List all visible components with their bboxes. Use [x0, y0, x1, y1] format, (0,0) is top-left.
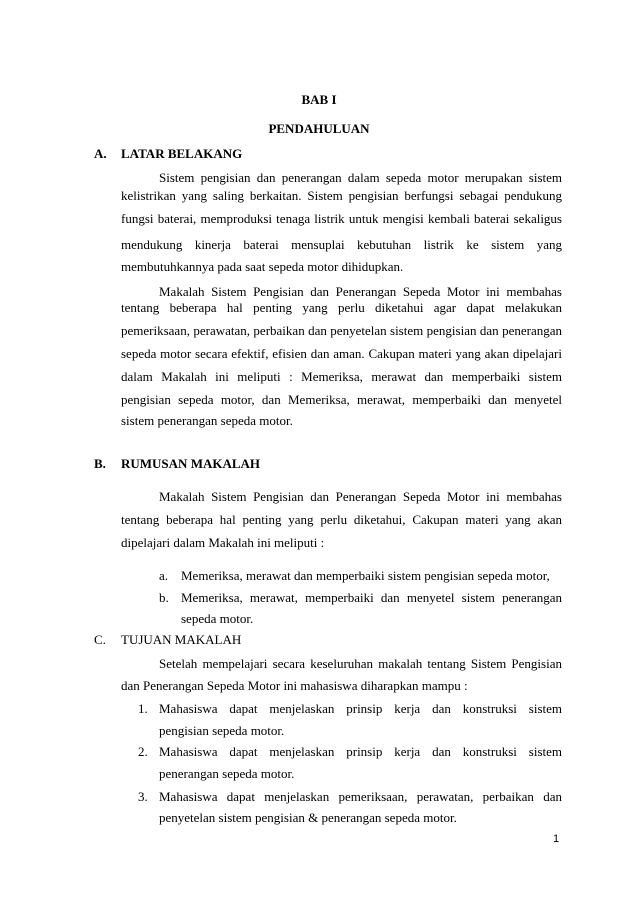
- section-c-marker: C.: [94, 632, 106, 647]
- paragraph-line: tentang beberapa hal penting yang perlu diketahui agar dapat melakukan: [121, 300, 562, 315]
- paragraph-line: dan Penerangan Sepeda Motor ini mahasiswa diharapkan mampu :: [121, 678, 468, 693]
- list-marker: 1.: [138, 701, 148, 716]
- chapter-title: BAB I: [301, 92, 337, 107]
- list-item: pengisian sepeda motor.: [159, 723, 285, 738]
- list-item: penerangan sepeda motor.: [159, 766, 295, 781]
- paragraph-line: Makalah Sistem Pengisian dan Penerangan Sepeda Motor ini membahas: [159, 489, 562, 504]
- paragraph-line: membutuhkannya pada saat sepeda motor dihidupkan.: [121, 259, 404, 274]
- list-item: Mahasiswa dapat menjelaskan prinsip kerja dan konstruksi sistem: [159, 744, 562, 759]
- paragraph-line: Makalah Sistem Pengisian dan Penerangan Sepeda Motor ini membahas: [159, 284, 562, 299]
- paragraph-line: Setelah mempelajari secara keseluruhan makalah tentang Sistem Pengisian: [159, 656, 562, 671]
- paragraph-line: dipelajari dalam Makalah ini meliputi :: [121, 535, 325, 550]
- section-a-marker: A.: [94, 146, 107, 161]
- paragraph-line: sistem penerangan sepeda motor.: [121, 413, 293, 428]
- list-marker: b.: [159, 590, 169, 605]
- section-b-heading: RUMUSAN MAKALAH: [121, 456, 261, 471]
- paragraph-line: Sistem pengisian dan penerangan dalam sepeda motor merupakan sistem: [159, 170, 562, 185]
- chapter-subtitle: PENDAHULUAN: [268, 121, 370, 136]
- paragraph-line: pemeriksaan, perawatan, perbaikan dan penyetelan sistem pengisian dan penerangan: [121, 323, 562, 338]
- list-item: penyetelan sistem pengisian & penerangan sepeda motor.: [159, 810, 457, 825]
- paragraph-line: mendukung kinerja baterai mensuplai kebutuhan listrik ke sistem yang: [121, 237, 562, 252]
- section-c-heading: TUJUAN MAKALAH: [121, 632, 242, 647]
- paragraph-line: fungsi baterai, memproduksi tenaga listrik untuk mengisi kembali baterai sekaligus: [121, 211, 562, 226]
- list-item: Memeriksa, merawat, memperbaiki dan menyetel sistem penerangan: [181, 590, 562, 605]
- paragraph-line: dalam Makalah ini meliputi : Memeriksa, merawat dan memperbaiki sistem: [121, 369, 562, 384]
- page-number: 1: [553, 833, 560, 845]
- list-marker: a.: [159, 568, 169, 583]
- section-b-marker: B.: [94, 456, 106, 471]
- list-item: Memeriksa, merawat dan memperbaiki sistem pengisian sepeda motor,: [181, 568, 550, 583]
- list-marker: 2.: [138, 744, 148, 759]
- list-item: Mahasiswa dapat menjelaskan prinsip kerja dan konstruksi sistem: [159, 701, 562, 716]
- list-item: sepeda motor.: [181, 611, 254, 626]
- paragraph-line: kelistrikan yang saling berkaitan. Sistem pengisian berfungsi sebagai pendukung: [121, 188, 562, 203]
- paragraph-line: pengisian sepeda motor, dan Memeriksa, merawat, memperbaiki dan menyetel: [121, 392, 562, 407]
- paragraph-line: sepeda motor secara efektif, efisien dan aman. Cakupan materi yang akan dipelajari: [121, 346, 562, 361]
- list-item: Mahasiswa dapat menjelaskan pemeriksaan, perawatan, perbaikan dan: [159, 789, 562, 804]
- list-marker: 3.: [138, 789, 148, 804]
- section-a-heading: LATAR BELAKANG: [121, 146, 243, 161]
- paragraph-line: tentang beberapa hal penting yang perlu diketahui, Cakupan materi yang akan: [121, 512, 562, 527]
